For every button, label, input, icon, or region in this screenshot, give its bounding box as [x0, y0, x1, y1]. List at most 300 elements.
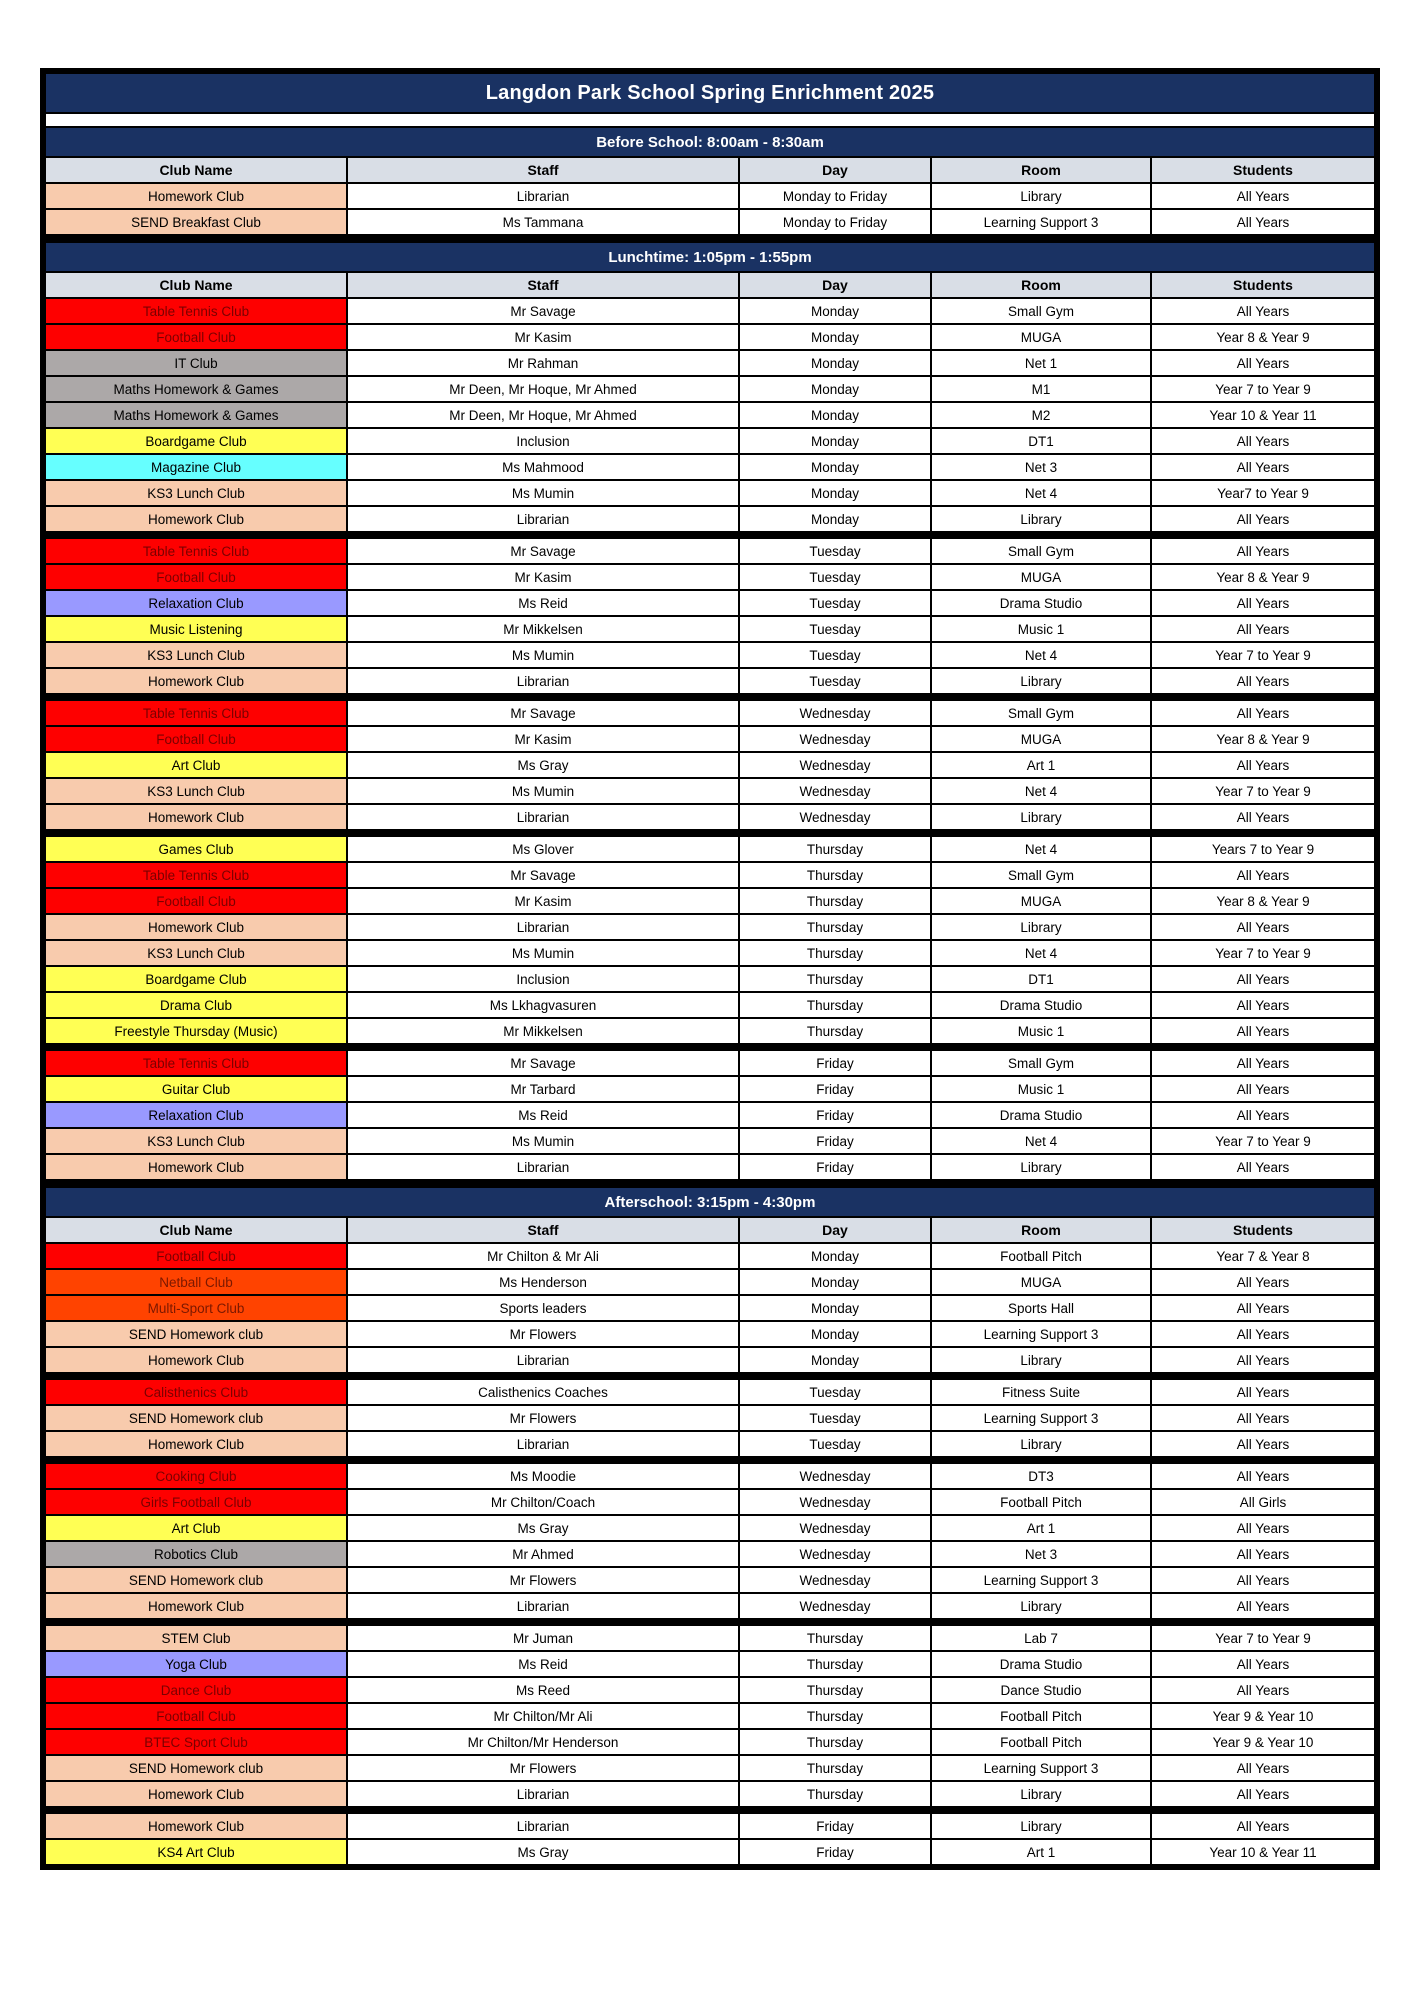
- day-cell: Tuesday: [740, 565, 930, 589]
- staff-cell: Ms Reid: [348, 1652, 738, 1676]
- day-cell: Thursday: [740, 863, 930, 887]
- room-cell: DT1: [932, 429, 1150, 453]
- day-cell: Tuesday: [740, 643, 930, 667]
- students-cell: Year 10 & Year 11: [1152, 403, 1374, 427]
- day-cell: Thursday: [740, 1626, 930, 1650]
- students-cell: All Years: [1152, 1380, 1374, 1404]
- staff-cell: Ms Reed: [348, 1678, 738, 1702]
- staff-cell: Mr Flowers: [348, 1756, 738, 1780]
- room-cell: Drama Studio: [932, 591, 1150, 615]
- staff-cell: Mr Chilton/Coach: [348, 1490, 738, 1514]
- students-cell: All Years: [1152, 1782, 1374, 1806]
- students-cell: All Years: [1152, 1103, 1374, 1127]
- column-header-day: Day: [740, 158, 930, 182]
- staff-cell: Ms Mumin: [348, 643, 738, 667]
- table-row: [46, 507, 1374, 531]
- students-cell: All Years: [1152, 351, 1374, 375]
- club-name-cell: Relaxation Club: [46, 1103, 346, 1127]
- club-name-cell: Football Club: [46, 889, 346, 913]
- column-header-staff: Staff: [348, 273, 738, 297]
- club-name-cell: Boardgame Club: [46, 429, 346, 453]
- students-cell: All Years: [1152, 1568, 1374, 1592]
- table-row: [46, 325, 1374, 349]
- room-cell: MUGA: [932, 889, 1150, 913]
- table-row: [46, 779, 1374, 803]
- club-name-cell: Dance Club: [46, 1678, 346, 1702]
- day-cell: Monday: [740, 1244, 930, 1268]
- room-cell: Art 1: [932, 1516, 1150, 1540]
- room-cell: Music 1: [932, 1019, 1150, 1043]
- table-row: [46, 481, 1374, 505]
- room-cell: Football Pitch: [932, 1490, 1150, 1514]
- table-row: [46, 1594, 1374, 1618]
- day-cell: Friday: [740, 1051, 930, 1075]
- room-cell: Net 4: [932, 779, 1150, 803]
- table-row: [46, 967, 1374, 991]
- students-cell: All Years: [1152, 753, 1374, 777]
- day-cell: Friday: [740, 1077, 930, 1101]
- room-cell: Net 4: [932, 837, 1150, 861]
- table-row: [46, 753, 1374, 777]
- staff-cell: Librarian: [348, 184, 738, 208]
- table-row: [46, 1814, 1374, 1838]
- staff-cell: Inclusion: [348, 429, 738, 453]
- students-cell: Year 7 to Year 9: [1152, 941, 1374, 965]
- room-cell: Net 1: [932, 351, 1150, 375]
- day-cell: Friday: [740, 1840, 930, 1864]
- club-name-cell: SEND Homework club: [46, 1406, 346, 1430]
- staff-cell: Ms Lkhagvasuren: [348, 993, 738, 1017]
- room-cell: Football Pitch: [932, 1730, 1150, 1754]
- staff-cell: Mr Kasim: [348, 889, 738, 913]
- day-cell: Monday: [740, 299, 930, 323]
- table-row: [46, 1244, 1374, 1268]
- club-name-cell: Homework Club: [46, 184, 346, 208]
- table-row: [46, 455, 1374, 479]
- club-name-cell: Guitar Club: [46, 1077, 346, 1101]
- day-cell: Tuesday: [740, 1406, 930, 1430]
- students-cell: Year 8 & Year 9: [1152, 727, 1374, 751]
- day-cell: Thursday: [740, 837, 930, 861]
- staff-cell: Mr Kasim: [348, 325, 738, 349]
- club-name-cell: KS3 Lunch Club: [46, 941, 346, 965]
- students-cell: All Years: [1152, 1348, 1374, 1372]
- day-cell: Tuesday: [740, 617, 930, 641]
- table-row: [46, 377, 1374, 401]
- room-cell: Music 1: [932, 1077, 1150, 1101]
- room-cell: Library: [932, 1348, 1150, 1372]
- club-name-cell: SEND Breakfast Club: [46, 210, 346, 234]
- room-cell: Learning Support 3: [932, 1322, 1150, 1346]
- table-row: [46, 1155, 1374, 1179]
- column-header-day: Day: [740, 273, 930, 297]
- club-name-cell: STEM Club: [46, 1626, 346, 1650]
- students-cell: Year 7 to Year 9: [1152, 779, 1374, 803]
- column-header-row: [46, 158, 1374, 182]
- room-cell: Net 4: [932, 643, 1150, 667]
- day-cell: Wednesday: [740, 727, 930, 751]
- section-divider: [46, 1181, 1374, 1186]
- table-row: [46, 429, 1374, 453]
- column-header-staff: Staff: [348, 158, 738, 182]
- club-name-cell: Netball Club: [46, 1270, 346, 1294]
- staff-cell: Ms Reid: [348, 591, 738, 615]
- table-row: [46, 1568, 1374, 1592]
- room-cell: DT1: [932, 967, 1150, 991]
- day-cell: Thursday: [740, 993, 930, 1017]
- room-cell: Net 4: [932, 941, 1150, 965]
- day-cell: Wednesday: [740, 701, 930, 725]
- students-cell: All Girls: [1152, 1490, 1374, 1514]
- table-row: [46, 863, 1374, 887]
- table-row: [46, 1270, 1374, 1294]
- day-cell: Monday: [740, 403, 930, 427]
- club-name-cell: Games Club: [46, 837, 346, 861]
- day-cell: Thursday: [740, 1756, 930, 1780]
- students-cell: All Years: [1152, 1051, 1374, 1075]
- students-cell: Year 7 to Year 9: [1152, 643, 1374, 667]
- students-cell: All Years: [1152, 1432, 1374, 1456]
- table-row: [46, 565, 1374, 589]
- staff-cell: Ms Gray: [348, 1840, 738, 1864]
- table-row: [46, 941, 1374, 965]
- room-cell: Sports Hall: [932, 1296, 1150, 1320]
- club-name-cell: Table Tennis Club: [46, 299, 346, 323]
- day-cell: Friday: [740, 1103, 930, 1127]
- column-header-club-name: Club Name: [46, 1218, 346, 1242]
- students-cell: All Years: [1152, 1406, 1374, 1430]
- club-name-cell: Table Tennis Club: [46, 701, 346, 725]
- table-row: [46, 1840, 1374, 1864]
- day-cell: Monday: [740, 507, 930, 531]
- club-name-cell: Table Tennis Club: [46, 863, 346, 887]
- staff-cell: Mr Mikkelsen: [348, 1019, 738, 1043]
- day-cell: Monday: [740, 325, 930, 349]
- room-cell: MUGA: [932, 565, 1150, 589]
- day-group-divider: [46, 1374, 1374, 1378]
- day-cell: Tuesday: [740, 1380, 930, 1404]
- section-divider: [46, 236, 1374, 241]
- club-name-cell: Homework Club: [46, 669, 346, 693]
- day-cell: Monday to Friday: [740, 210, 930, 234]
- table-row: [46, 1432, 1374, 1456]
- day-cell: Wednesday: [740, 805, 930, 829]
- club-name-cell: KS3 Lunch Club: [46, 779, 346, 803]
- club-name-cell: Girls Football Club: [46, 1490, 346, 1514]
- room-cell: MUGA: [932, 1270, 1150, 1294]
- day-group-divider: [46, 533, 1374, 537]
- day-cell: Tuesday: [740, 1432, 930, 1456]
- room-cell: Music 1: [932, 617, 1150, 641]
- staff-cell: Librarian: [348, 1814, 738, 1838]
- room-cell: Library: [932, 1155, 1150, 1179]
- students-cell: All Years: [1152, 1756, 1374, 1780]
- staff-cell: Calisthenics Coaches: [348, 1380, 738, 1404]
- students-cell: All Years: [1152, 1594, 1374, 1618]
- staff-cell: Ms Mumin: [348, 481, 738, 505]
- table-row: [46, 539, 1374, 563]
- students-cell: All Years: [1152, 993, 1374, 1017]
- day-cell: Monday: [740, 1322, 930, 1346]
- club-name-cell: Music Listening: [46, 617, 346, 641]
- staff-cell: Mr Kasim: [348, 727, 738, 751]
- table-row: [46, 351, 1374, 375]
- table-row: [46, 1542, 1374, 1566]
- students-cell: All Years: [1152, 1516, 1374, 1540]
- room-cell: Learning Support 3: [932, 210, 1150, 234]
- table-row: [46, 993, 1374, 1017]
- table-row: [46, 1051, 1374, 1075]
- section-header-afterschool: Afterschool: 3:15pm - 4:30pm: [46, 1188, 1374, 1216]
- room-cell: Learning Support 3: [932, 1568, 1150, 1592]
- staff-cell: Mr Savage: [348, 863, 738, 887]
- club-name-cell: Homework Club: [46, 507, 346, 531]
- students-cell: Year 10 & Year 11: [1152, 1840, 1374, 1864]
- column-header-row: [46, 273, 1374, 297]
- day-group-divider: [46, 1045, 1374, 1049]
- table-row: [46, 1490, 1374, 1514]
- day-cell: Wednesday: [740, 1490, 930, 1514]
- students-cell: All Years: [1152, 1296, 1374, 1320]
- room-cell: Library: [932, 1782, 1150, 1806]
- table-row: [46, 591, 1374, 615]
- club-name-cell: Art Club: [46, 753, 346, 777]
- table-row: [46, 1322, 1374, 1346]
- club-name-cell: KS3 Lunch Club: [46, 643, 346, 667]
- room-cell: Art 1: [932, 753, 1150, 777]
- staff-cell: Mr Savage: [348, 701, 738, 725]
- room-cell: Lab 7: [932, 1626, 1150, 1650]
- students-cell: All Years: [1152, 669, 1374, 693]
- room-cell: Small Gym: [932, 863, 1150, 887]
- staff-cell: Mr Deen, Mr Hoque, Mr Ahmed: [348, 403, 738, 427]
- staff-cell: Ms Mumin: [348, 779, 738, 803]
- day-cell: Thursday: [740, 1678, 930, 1702]
- staff-cell: Mr Savage: [348, 539, 738, 563]
- staff-cell: Ms Henderson: [348, 1270, 738, 1294]
- club-name-cell: Magazine Club: [46, 455, 346, 479]
- room-cell: MUGA: [932, 325, 1150, 349]
- room-cell: Net 3: [932, 1542, 1150, 1566]
- club-name-cell: KS3 Lunch Club: [46, 481, 346, 505]
- club-name-cell: Freestyle Thursday (Music): [46, 1019, 346, 1043]
- table-row: [46, 1626, 1374, 1650]
- staff-cell: Mr Rahman: [348, 351, 738, 375]
- table-row: [46, 1704, 1374, 1728]
- day-group-divider: [46, 1808, 1374, 1812]
- staff-cell: Mr Flowers: [348, 1322, 738, 1346]
- day-cell: Wednesday: [740, 1464, 930, 1488]
- club-name-cell: IT Club: [46, 351, 346, 375]
- room-cell: Library: [932, 1432, 1150, 1456]
- day-cell: Thursday: [740, 1652, 930, 1676]
- room-cell: Small Gym: [932, 701, 1150, 725]
- day-cell: Thursday: [740, 889, 930, 913]
- staff-cell: Mr Savage: [348, 1051, 738, 1075]
- students-cell: All Years: [1152, 1464, 1374, 1488]
- students-cell: All Years: [1152, 1814, 1374, 1838]
- staff-cell: Mr Deen, Mr Hoque, Mr Ahmed: [348, 377, 738, 401]
- students-cell: Year 7 & Year 8: [1152, 1244, 1374, 1268]
- club-name-cell: Homework Club: [46, 915, 346, 939]
- club-name-cell: Football Club: [46, 1244, 346, 1268]
- students-cell: All Years: [1152, 701, 1374, 725]
- day-cell: Monday: [740, 455, 930, 479]
- day-cell: Monday: [740, 1296, 930, 1320]
- room-cell: Football Pitch: [932, 1704, 1150, 1728]
- students-cell: All Years: [1152, 455, 1374, 479]
- club-name-cell: Football Club: [46, 1704, 346, 1728]
- day-cell: Monday to Friday: [740, 184, 930, 208]
- table-row: [46, 1678, 1374, 1702]
- club-name-cell: Homework Club: [46, 1432, 346, 1456]
- table-row: [46, 1464, 1374, 1488]
- students-cell: All Years: [1152, 1652, 1374, 1676]
- table-row: [46, 1380, 1374, 1404]
- day-cell: Wednesday: [740, 1568, 930, 1592]
- staff-cell: Ms Reid: [348, 1103, 738, 1127]
- staff-cell: Librarian: [348, 507, 738, 531]
- day-cell: Thursday: [740, 915, 930, 939]
- staff-cell: Ms Mumin: [348, 1129, 738, 1153]
- staff-cell: Mr Kasim: [348, 565, 738, 589]
- staff-cell: Mr Flowers: [348, 1568, 738, 1592]
- students-cell: Year 8 & Year 9: [1152, 325, 1374, 349]
- day-cell: Monday: [740, 1348, 930, 1372]
- students-cell: Year7 to Year 9: [1152, 481, 1374, 505]
- students-cell: All Years: [1152, 1270, 1374, 1294]
- club-name-cell: Homework Club: [46, 1348, 346, 1372]
- room-cell: M1: [932, 377, 1150, 401]
- staff-cell: Mr Tarbard: [348, 1077, 738, 1101]
- day-cell: Wednesday: [740, 779, 930, 803]
- table-row: [46, 805, 1374, 829]
- section-header-lunchtime: Lunchtime: 1:05pm - 1:55pm: [46, 243, 1374, 271]
- section-header-before-school: Before School: 8:00am - 8:30am: [46, 128, 1374, 156]
- students-cell: All Years: [1152, 617, 1374, 641]
- room-cell: MUGA: [932, 727, 1150, 751]
- students-cell: All Years: [1152, 1322, 1374, 1346]
- staff-cell: Ms Mumin: [348, 941, 738, 965]
- room-cell: Library: [932, 915, 1150, 939]
- table-row: [46, 915, 1374, 939]
- column-header-room: Room: [932, 1218, 1150, 1242]
- staff-cell: Mr Chilton & Mr Ali: [348, 1244, 738, 1268]
- staff-cell: Librarian: [348, 1594, 738, 1618]
- table-row: [46, 299, 1374, 323]
- students-cell: All Years: [1152, 1019, 1374, 1043]
- students-cell: Year 8 & Year 9: [1152, 889, 1374, 913]
- table-row: [46, 727, 1374, 751]
- club-name-cell: Homework Club: [46, 1155, 346, 1179]
- room-cell: Art 1: [932, 1840, 1150, 1864]
- enrichment-table: [40, 68, 1380, 1870]
- room-cell: Library: [932, 1814, 1150, 1838]
- room-cell: M2: [932, 403, 1150, 427]
- column-header-staff: Staff: [348, 1218, 738, 1242]
- students-cell: All Years: [1152, 539, 1374, 563]
- club-name-cell: Cooking Club: [46, 1464, 346, 1488]
- club-name-cell: Boardgame Club: [46, 967, 346, 991]
- club-name-cell: BTEC Sport Club: [46, 1730, 346, 1754]
- students-cell: All Years: [1152, 507, 1374, 531]
- column-header-students: Students: [1152, 1218, 1374, 1242]
- room-cell: Drama Studio: [932, 1652, 1150, 1676]
- day-cell: Monday: [740, 351, 930, 375]
- staff-cell: Ms Gray: [348, 1516, 738, 1540]
- staff-cell: Mr Savage: [348, 299, 738, 323]
- room-cell: DT3: [932, 1464, 1150, 1488]
- room-cell: Drama Studio: [932, 1103, 1150, 1127]
- club-name-cell: Football Club: [46, 727, 346, 751]
- club-name-cell: SEND Homework club: [46, 1322, 346, 1346]
- room-cell: Library: [932, 1594, 1150, 1618]
- students-cell: All Years: [1152, 1678, 1374, 1702]
- table-row: [46, 1730, 1374, 1754]
- staff-cell: Librarian: [348, 1432, 738, 1456]
- club-name-cell: SEND Homework club: [46, 1756, 346, 1780]
- club-name-cell: Multi-Sport Club: [46, 1296, 346, 1320]
- day-group-divider: [46, 831, 1374, 835]
- staff-cell: Inclusion: [348, 967, 738, 991]
- day-cell: Friday: [740, 1129, 930, 1153]
- students-cell: Year 7 to Year 9: [1152, 377, 1374, 401]
- club-name-cell: Yoga Club: [46, 1652, 346, 1676]
- students-cell: Year 7 to Year 9: [1152, 1129, 1374, 1153]
- table-row: [46, 643, 1374, 667]
- club-name-cell: Homework Club: [46, 805, 346, 829]
- club-name-cell: KS4 Art Club: [46, 1840, 346, 1864]
- day-group-divider: [46, 1620, 1374, 1624]
- club-name-cell: Table Tennis Club: [46, 539, 346, 563]
- room-cell: Net 4: [932, 1129, 1150, 1153]
- column-header-students: Students: [1152, 158, 1374, 182]
- table-row: [46, 1129, 1374, 1153]
- day-group-divider: [46, 695, 1374, 699]
- staff-cell: Librarian: [348, 1348, 738, 1372]
- day-cell: Monday: [740, 1270, 930, 1294]
- staff-cell: Librarian: [348, 915, 738, 939]
- day-cell: Wednesday: [740, 1594, 930, 1618]
- day-cell: Wednesday: [740, 1516, 930, 1540]
- day-group-divider: [46, 1458, 1374, 1462]
- club-name-cell: Football Club: [46, 565, 346, 589]
- room-cell: Learning Support 3: [932, 1406, 1150, 1430]
- table-row: [46, 210, 1374, 234]
- day-cell: Tuesday: [740, 591, 930, 615]
- room-cell: Library: [932, 507, 1150, 531]
- club-name-cell: Football Club: [46, 325, 346, 349]
- day-cell: Monday: [740, 481, 930, 505]
- staff-cell: Mr Flowers: [348, 1406, 738, 1430]
- students-cell: All Years: [1152, 967, 1374, 991]
- table-row: [46, 617, 1374, 641]
- club-name-cell: Homework Club: [46, 1782, 346, 1806]
- students-cell: All Years: [1152, 915, 1374, 939]
- room-cell: Football Pitch: [932, 1244, 1150, 1268]
- room-cell: Dance Studio: [932, 1678, 1150, 1702]
- column-header-room: Room: [932, 273, 1150, 297]
- students-cell: All Years: [1152, 591, 1374, 615]
- club-name-cell: Table Tennis Club: [46, 1051, 346, 1075]
- club-name-cell: Calisthenics Club: [46, 1380, 346, 1404]
- table-row: [46, 1756, 1374, 1780]
- students-cell: All Years: [1152, 805, 1374, 829]
- staff-cell: Librarian: [348, 805, 738, 829]
- club-name-cell: Homework Club: [46, 1594, 346, 1618]
- students-cell: All Years: [1152, 1077, 1374, 1101]
- staff-cell: Ms Mahmood: [348, 455, 738, 479]
